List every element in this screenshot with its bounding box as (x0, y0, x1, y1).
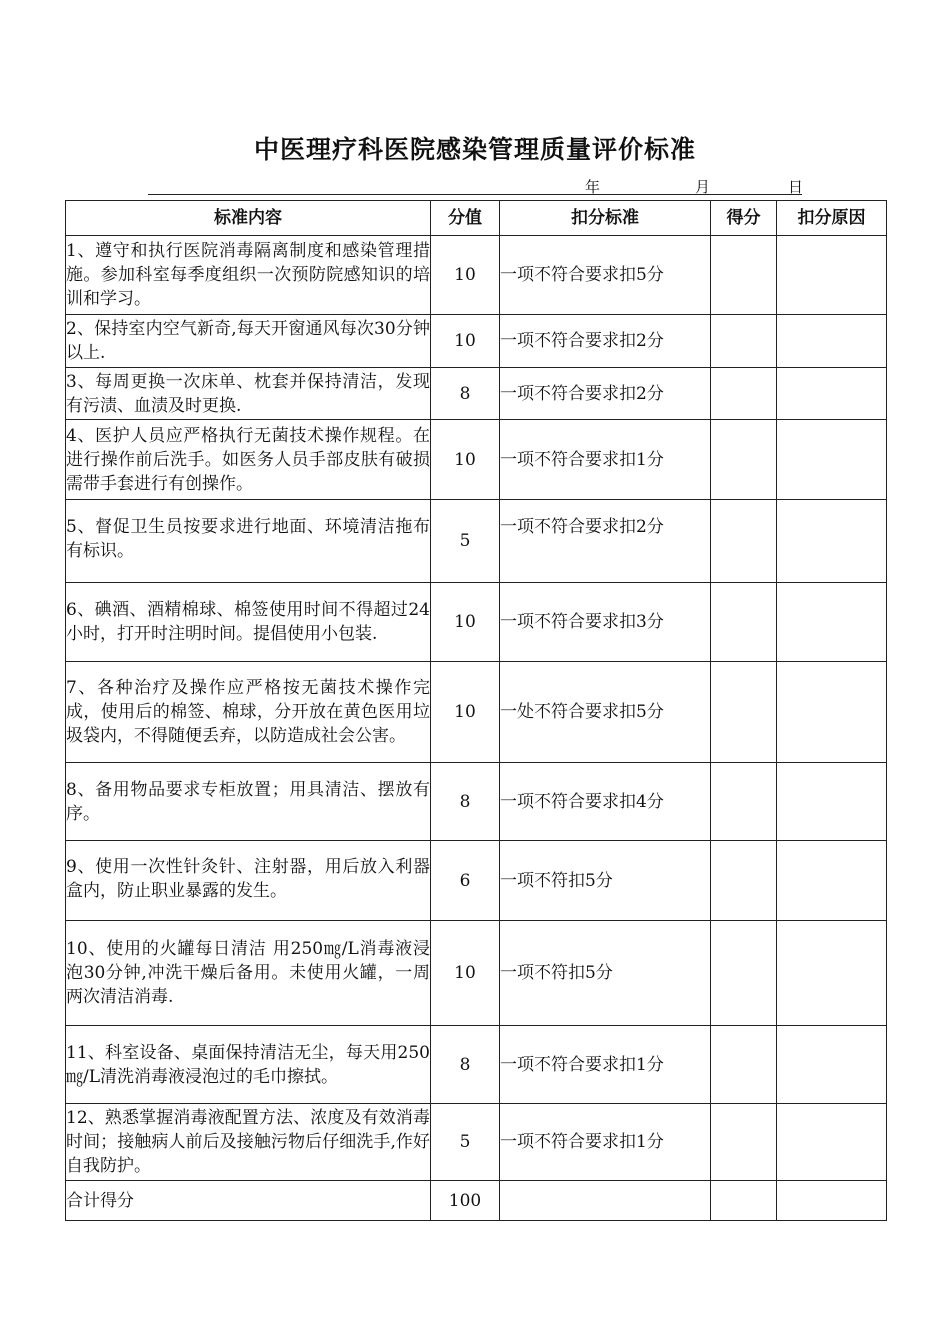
table-row (66, 500, 887, 583)
row-score: 5 (431, 1104, 500, 1181)
row-content: 2、保持室内空气新奇,每天开窗通风每次30分钟以上. (66, 315, 431, 368)
row-got-cell[interactable] (711, 236, 777, 315)
row-got-cell[interactable] (711, 420, 777, 500)
header-deduct: 扣分标准 (500, 201, 711, 236)
row-score: 10 (431, 662, 500, 763)
row-reason-cell[interactable] (777, 1104, 887, 1181)
row-deduct: 一项不符合要求扣5分 (500, 236, 711, 315)
table-row (66, 420, 887, 500)
row-score: 10 (431, 315, 500, 368)
table-row (66, 236, 887, 315)
row-content: 11、科室设备、桌面保持清洁无尘，每天用250㎎/L清洗消毒液浸泡过的毛巾擦拭。 (66, 1026, 431, 1104)
row-deduct: 一项不符扣5分 (500, 841, 711, 921)
row-deduct: 一项不符合要求扣1分 (500, 1104, 711, 1181)
date-year-label: 年 (585, 178, 601, 196)
row-content: 10、使用的火罐每日清洁 用250㎎/L消毒液浸泡30分钟,冲洗干燥后备用。未使用火罐，一周两次清洁消毒. (66, 921, 431, 1026)
row-reason-cell[interactable] (777, 368, 887, 420)
row-deduct: 一项不符合要求扣2分 (500, 315, 711, 368)
row-deduct: 一项不符合要求扣2分 (500, 368, 711, 420)
row-got-cell[interactable] (711, 583, 777, 662)
table-row (66, 763, 887, 841)
row-got-cell[interactable] (711, 921, 777, 1026)
row-content: 6、碘酒、酒精棉球、棉签使用时间不得超过24小时，打开时注明时间。提倡使用小包装. (66, 583, 431, 662)
row-score: 10 (431, 420, 500, 500)
table-row (66, 1026, 887, 1104)
evaluation-table (65, 200, 887, 1221)
row-score: 6 (431, 841, 500, 921)
table-row (66, 315, 887, 368)
row-got-cell[interactable] (711, 841, 777, 921)
total-score: 100 (431, 1181, 500, 1221)
row-deduct: 一项不符合要求扣1分 (500, 420, 711, 500)
row-got-cell[interactable] (711, 763, 777, 841)
row-score: 10 (431, 921, 500, 1026)
row-content: 3、每周更换一次床单、枕套并保持清洁，发现有污渍、血渍及时更换. (66, 368, 431, 420)
row-score: 10 (431, 583, 500, 662)
row-got-cell[interactable] (711, 500, 777, 583)
row-deduct: 一项不符合要求扣4分 (500, 763, 711, 841)
header-reason: 扣分原因 (777, 201, 887, 236)
total-deduct-cell (500, 1181, 711, 1221)
row-reason-cell[interactable] (777, 841, 887, 921)
row-content: 7、各种治疗及操作应严格按无菌技术操作完成，使用后的棉签、棉球，分开放在黄色医用垃圾袋内，不得随便丢弃，以防造成社会公害。 (66, 662, 431, 763)
row-reason-cell[interactable] (777, 763, 887, 841)
date-month-label: 月 (695, 178, 711, 196)
row-got-cell[interactable] (711, 662, 777, 763)
date-line (148, 176, 802, 195)
row-got-cell[interactable] (711, 1026, 777, 1104)
header-content: 标准内容 (66, 201, 431, 236)
row-content: 1、遵守和执行医院消毒隔离制度和感染管理措施。参加科室每季度组织一次预防院感知识的培训和学习。 (66, 236, 431, 315)
row-content: 9、使用一次性针灸针、注射器，用后放入利器盒内，防止职业暴露的发生。 (66, 841, 431, 921)
row-deduct: 一处不符合要求扣5分 (500, 662, 711, 763)
row-reason-cell[interactable] (777, 662, 887, 763)
row-reason-cell[interactable] (777, 1026, 887, 1104)
row-reason-cell[interactable] (777, 921, 887, 1026)
total-label: 合计得分 (66, 1181, 431, 1221)
row-reason-cell[interactable] (777, 500, 887, 583)
row-reason-cell[interactable] (777, 583, 887, 662)
table-row (66, 583, 887, 662)
row-score: 8 (431, 368, 500, 420)
table-row (66, 368, 887, 420)
row-reason-cell[interactable] (777, 420, 887, 500)
row-deduct: 一项不符合要求扣2分 (500, 500, 711, 583)
total-row (66, 1181, 887, 1221)
row-content: 8、备用物品要求专柜放置；用具清洁、摆放有序。 (66, 763, 431, 841)
header-got: 得分 (711, 201, 777, 236)
header-score: 分值 (431, 201, 500, 236)
row-got-cell[interactable] (711, 315, 777, 368)
table-header-row (66, 201, 887, 236)
row-deduct: 一项不符合要求扣3分 (500, 583, 711, 662)
row-deduct: 一项不符扣5分 (500, 921, 711, 1026)
row-got-cell[interactable] (711, 368, 777, 420)
row-score: 5 (431, 500, 500, 583)
row-reason-cell[interactable] (777, 236, 887, 315)
row-got-cell[interactable] (711, 1104, 777, 1181)
row-content: 12、熟悉掌握消毒液配置方法、浓度及有效消毒时间；接触病人前后及接触污物后仔细洗手,作好自我防护。 (66, 1104, 431, 1181)
row-reason-cell[interactable] (777, 315, 887, 368)
row-score: 8 (431, 763, 500, 841)
row-deduct: 一项不符合要求扣1分 (500, 1026, 711, 1104)
row-score: 10 (431, 236, 500, 315)
page-title: 中医理疗科医院感染管理质量评价标准 (253, 135, 696, 164)
total-got-cell[interactable] (711, 1181, 777, 1221)
row-content: 4、医护人员应严格执行无菌技术操作规程。在进行操作前后洗手。如医务人员手部皮肤有破损需带手套进行有创操作。 (66, 420, 431, 500)
table-row (66, 841, 887, 921)
table-row (66, 921, 887, 1026)
total-reason-cell[interactable] (777, 1181, 887, 1221)
table-row (66, 1104, 887, 1181)
table-row (66, 662, 887, 763)
row-content: 5、督促卫生员按要求进行地面、环境清洁拖布有标识。 (66, 500, 431, 583)
date-day-label: 日 (788, 178, 804, 196)
row-score: 8 (431, 1026, 500, 1104)
